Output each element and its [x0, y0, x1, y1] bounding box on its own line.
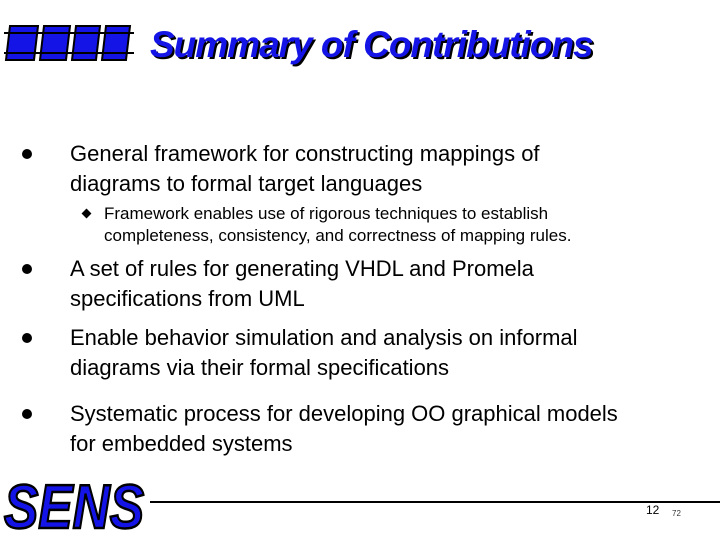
diamond-bullet-icon: [82, 209, 92, 219]
slide-title: Summary of Contributions: [150, 24, 593, 65]
bullet-text: General framework for constructing mappings of diagrams to formal target languages: [70, 141, 540, 196]
bullet-text: Systematic process for developing OO graphical models for embedded systems: [70, 401, 618, 456]
bullet-dot-icon: [22, 149, 32, 159]
bullet-text: A set of rules for generating VHDL and Promela specifications from UML: [70, 256, 534, 311]
bullet-dot-icon: [22, 409, 32, 419]
sub-bullet-text: Framework enables use of rigorous techniques to establish completeness, consistency, and correctness of mapping rules.: [104, 204, 572, 245]
footer-divider: [150, 501, 720, 503]
bullet-dot-icon: [22, 333, 32, 343]
page-number: 12: [646, 503, 660, 517]
header-logo-bars-icon: [4, 22, 134, 64]
bullet-dot-icon: [22, 264, 32, 274]
bullet-text: Enable behavior simulation and analysis on informal diagrams via their formal specifications: [70, 325, 578, 380]
page-number-secondary: 72: [672, 509, 681, 518]
sens-logo: [0, 472, 150, 540]
sens-logo-text: SENS: [4, 473, 144, 540]
